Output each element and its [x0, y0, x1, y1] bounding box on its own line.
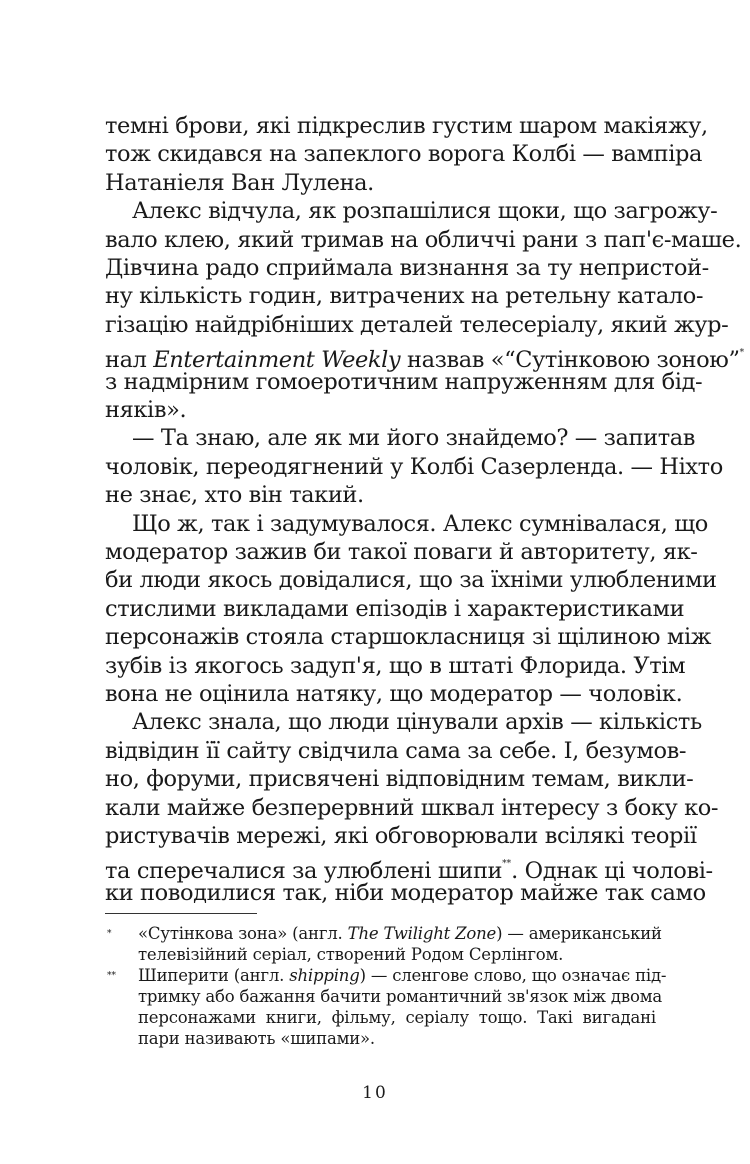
text-line: вало клею, який тримав на обличчі рани з пап'є-маше. [105, 226, 742, 253]
text-line: відвідин її сайту свідчила сама за себе. І, безумов- [105, 737, 687, 764]
text-line: Алекс знала, що люди цінували архів — кількість [132, 709, 702, 736]
text-line: Дівчина радо сприймала визнання за ту непристой- [105, 255, 709, 281]
text-line: з надмірним гомоеротичним напруженням для бід- [105, 368, 703, 395]
footnote-line: пари називають «шипами». [138, 1029, 375, 1048]
text-segment: ) — сленгове слово, що означає під- [359, 966, 667, 985]
footnote-line [138, 923, 662, 944]
text-line: Натаніеля Ван Лулена. [105, 169, 374, 196]
footnote-ref: * [739, 348, 745, 359]
text-line: Що ж, так і задумувалося. Алекс сумнівалася, що [132, 510, 708, 537]
footnote-line: тримку або бажання бачити романтичний зв'язок між двома [138, 987, 662, 1006]
text-line: не знає, хто він такий. [105, 482, 364, 509]
footnote-ref: ** [502, 859, 512, 870]
text-segment: нал [105, 347, 154, 374]
footnote-mark: ** [107, 971, 116, 981]
text-line: но, форуми, присвячені відповідним темам, викли- [105, 766, 694, 793]
text-line: ристувачів мережі, які обговорювали всілякі теорії [105, 823, 697, 849]
text-line: вона не оцінила натяку, що модератор — чоловік. [105, 681, 683, 707]
magazine-title: Entertainment Weekly [153, 347, 401, 374]
text-line: чоловік, переодягнений у Колбі Сазерленда. — Ніхто [105, 453, 723, 480]
text-segment: ) — американський [496, 924, 662, 943]
text-line: зубів із якогось задуп'я, що в штаті Флорида. Утім [105, 652, 686, 679]
show-title: The Twilight Zone [347, 924, 497, 943]
text-line: гізацію найдрібніших деталей телесеріалу, який жур- [105, 311, 729, 338]
text-line: Алекс відчула, як розпашілися щоки, що загрожу- [132, 198, 718, 225]
text-line: стислими викладами епізодів і характеристиками [105, 595, 685, 622]
text-line [105, 850, 713, 885]
text-segment: . Однак ці чолові- [511, 858, 713, 885]
page-number: 10 [362, 1083, 388, 1103]
text-line: — Та знаю, але як ми його знайдемо? — запитав [132, 425, 696, 452]
text-line: ну кількість годин, витрачених на ретельну катало- [105, 283, 704, 310]
footnote-line [138, 965, 667, 986]
text-line: тож скидався на запеклого ворога Колбі — вампіра [105, 141, 703, 168]
text-segment: Шиперити (англ. [138, 966, 290, 985]
text-line: темні брови, які підкреслив густим шаром макіяжу, [105, 113, 708, 139]
text-line: ки поводилися так, ніби модератор майже так само [105, 879, 706, 906]
text-line: няків». [105, 397, 187, 423]
term: shipping [289, 966, 360, 985]
text-segment: та сперечалися за улюблені шипи [105, 858, 503, 885]
text-line: би люди якось довідалися, що за їхніми улюбленими [105, 567, 717, 594]
text-line: персонажів стояла старшокласниця зі щілиною між [105, 624, 712, 651]
footnote-mark: * [107, 929, 112, 939]
text-segment: назвав «“Сутінковою зоною” [400, 347, 740, 374]
footnote-line: персонажами книги, фільму, серіалу тощо. Такі вигадані [138, 1008, 656, 1027]
footnote-divider [105, 913, 257, 914]
text-line: кали майже безперервний шквал інтересу з боку ко- [105, 794, 719, 821]
text-line: модератор зажив би такої поваги й авторитету, як- [105, 539, 698, 565]
footnote-line: телевізійний серіал, створений Родом Серлінгом. [138, 945, 564, 964]
text-line [105, 339, 745, 374]
text-segment: «Сутінкова зона» (англ. [138, 924, 348, 943]
